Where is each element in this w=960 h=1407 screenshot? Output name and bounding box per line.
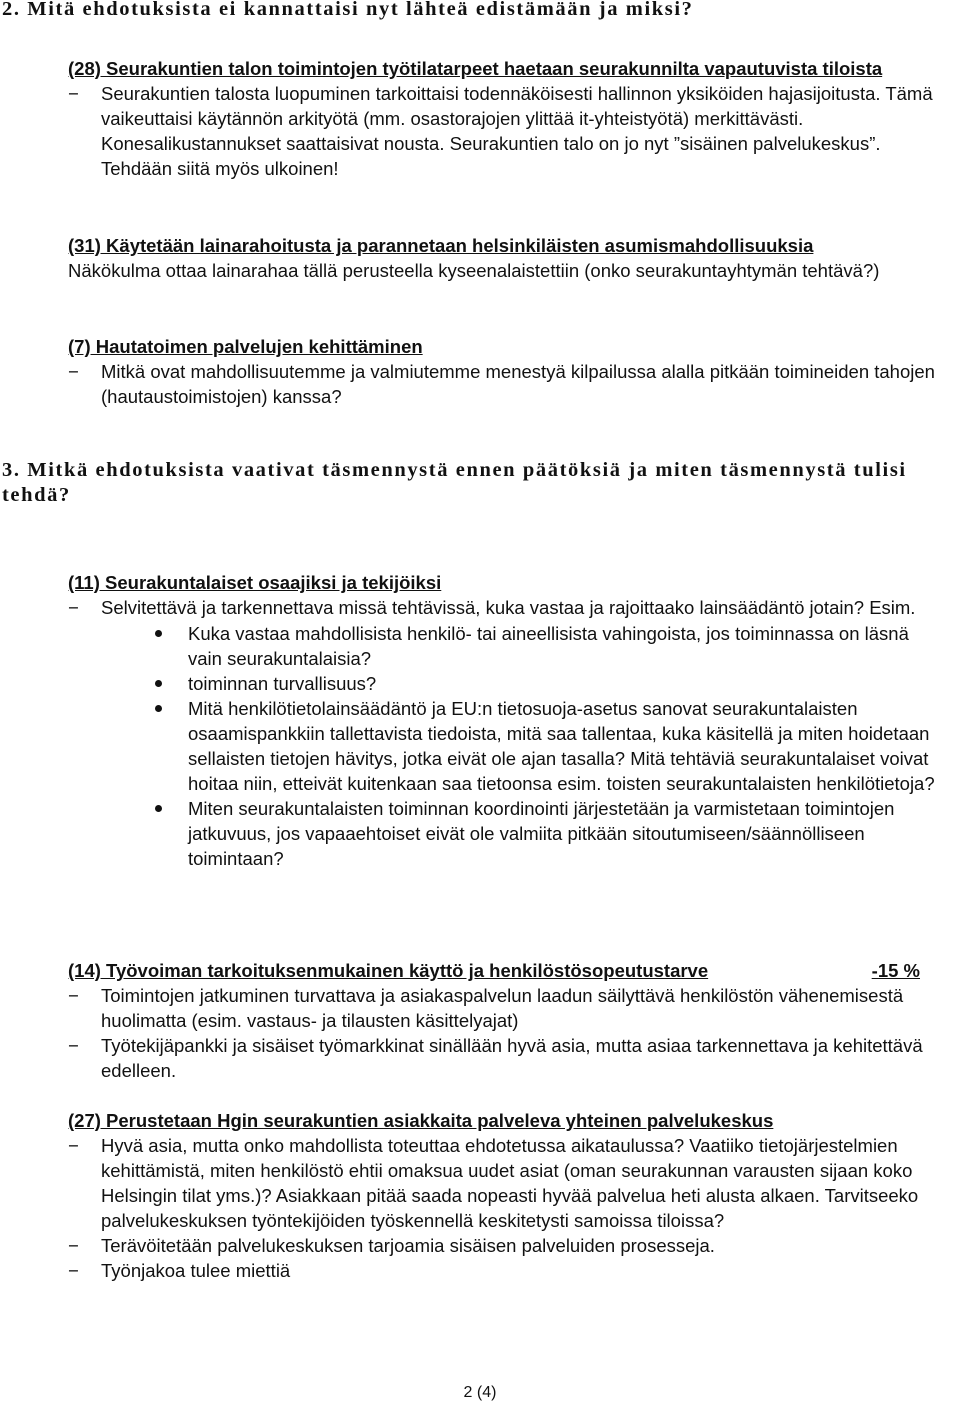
section-7 xyxy=(68,334,942,409)
section-28 xyxy=(68,56,942,181)
list-item-text: Mitkä ovat mahdollisuutemme ja valmiutemme menestyä kilpailussa alalla pitkään toimineiden tahojen (hautaustoimistojen) kanssa? xyxy=(101,361,935,407)
dash-marker: − xyxy=(68,1260,79,1281)
bullet-text: toiminnan turvallisuus? xyxy=(188,673,377,694)
bullet-item xyxy=(68,621,942,671)
bullet-text: Kuka vastaa mahdollisista henkilö- tai aineellisista vahingoista, jos toiminnassa on läsnä vain seurakuntalaisia? xyxy=(188,623,909,669)
section-27-title: (27) Perustetaan Hgin seurakuntien asiakkaita palveleva yhteinen palvelukeskus xyxy=(68,1110,774,1131)
list-item-text: Työtekijäpankki ja sisäiset työmarkkinat sinällään hyvä asia, mutta asiaa tarkennettava ja kehitettävä edelleen. xyxy=(101,1035,923,1081)
bullet-text: Mitä henkilötietolainsäädäntö ja EU:n tietosuoja-asetus sanovat seurakuntalaisten osaamispankkiin tallettavista tiedoista, mitä saa tallentaa, kuka käsitellä ja miten hoidetaan sellaisten tietojen hävitys, jotka eivät ole ajan tasalla? Mitä tehtäviä seurakuntalaiset voivat hoitaa niin, etteivät kuitenkaan saa tietoonsa esim. toisten seurakuntalaisten henkilötietoja? xyxy=(188,698,935,794)
list-item xyxy=(68,1258,942,1283)
list-item xyxy=(68,1233,942,1258)
bullet-item xyxy=(68,796,942,871)
section-11 xyxy=(68,570,942,871)
dash-marker: − xyxy=(68,83,79,104)
dash-marker: − xyxy=(68,1235,79,1256)
bullet-dot xyxy=(155,630,162,637)
section-27 xyxy=(68,1108,942,1283)
heading-section-3: 3. Mitkä ehdotuksista vaativat täsmennystä ennen päätöksiä ja miten täsmennystä tulisi tehdä? xyxy=(2,459,907,506)
list-item-text: Työnjakoa tulee miettiä xyxy=(101,1260,291,1281)
bullet-dot xyxy=(155,805,162,812)
section-31-title: (31) Käytetään lainarahoitusta ja parannetaan helsinkiläisten asumismahdollisuuksia xyxy=(68,235,814,256)
heading-section-2: 2. Mitä ehdotuksista ei kannattaisi nyt lähteä edistämään ja miksi? xyxy=(2,0,694,20)
section-14-title: (14) Työvoiman tarkoituksenmukainen käyttö ja henkilöstösopeutustarve xyxy=(68,960,709,981)
bullet-dot xyxy=(155,705,162,712)
dash-marker: − xyxy=(68,361,79,382)
list-item xyxy=(68,1133,942,1233)
list-item xyxy=(68,1033,942,1083)
bullet-item xyxy=(68,671,942,696)
list-item-text: Selvitettävä ja tarkennettava missä tehtävissä, kuka vastaa ja rajoittaako lainsäädäntö jotain? Esim. xyxy=(101,597,916,618)
dash-marker: − xyxy=(68,597,79,618)
page-number: 2 (4) xyxy=(463,1384,497,1401)
list-item xyxy=(68,983,942,1033)
list-item-text: Hyvä asia, mutta onko mahdollista toteuttaa ehdotetussa aikataulussa? Vaatiiko tietojärjestelmien kehittämistä, miten henkilöstö ehtii omaksua uudet asiat (oman seurakunnan varausten sijaan koko Helsingin tilat yms.)? Asiakkaan pitää saada nopeasti hyvää palvelua heti alusta alkaen. Tarvitseeko palvelukeskuksen työntekijöiden työskennellä keskitetysti samoissa tiloissa? xyxy=(101,1135,919,1231)
list-item-text: Seurakuntien talosta luopuminen tarkoittaisi todennäköisesti hallinnon yksiköiden hajasijoitusta. Tämä vaikeuttaisi käytännön arkityötä (mm. osastorajojen ylittää it-yhteistyötä) merkittävästi. Konesalikustannukset saattaisivat nousta. Seurakuntien talo on jo nyt ”sisäinen palvelukeskus”. Tehdään siitä myös ulkoinen! xyxy=(101,83,933,179)
bullet-item xyxy=(68,696,942,796)
section-11-title: (11) Seurakuntalaiset osaajiksi ja tekijöiksi xyxy=(68,572,442,593)
section-14-title-row xyxy=(68,958,942,983)
bullet-dot xyxy=(155,680,162,687)
list-item-text: Toimintojen jatkuminen turvattava ja asiakaspalvelun laadun säilyttävä henkilöstön vähenemisestä huolimatta (esim. vastaus- ja tilausten käsittelyajat) xyxy=(101,985,904,1031)
list-item xyxy=(68,595,942,620)
section-14 xyxy=(68,958,942,1083)
section-31-text: Näkökulma ottaa lainarahaa tällä perusteella kyseenalaistettiin (onko seurakuntayhtymän tehtävä?) xyxy=(68,260,880,281)
list-item-text: Terävöitetään palvelukeskuksen tarjoamia sisäisen palveluiden prosesseja. xyxy=(101,1235,715,1256)
section-31 xyxy=(68,233,942,283)
dash-marker: − xyxy=(68,1135,79,1156)
list-item xyxy=(68,359,942,409)
section-14-value: -15 % xyxy=(871,960,920,981)
dash-marker: − xyxy=(68,985,79,1006)
dash-marker: − xyxy=(68,1035,79,1056)
bullet-text: Miten seurakuntalaisten toiminnan koordinointi järjestetään ja varmistetaan toimintojen jatkuvuus, jos vapaaehtoiset eivät ole valmiita pitkään sitoutumiseen/säännölliseen toimintaan? xyxy=(188,798,895,869)
list-item xyxy=(68,81,942,181)
section-28-title: (28) Seurakuntien talon toimintojen työtilatarpeet haetaan seurakunnilta vapautuvista tiloista xyxy=(68,58,883,79)
section-7-title: (7) Hautatoimen palvelujen kehittäminen xyxy=(68,336,423,357)
